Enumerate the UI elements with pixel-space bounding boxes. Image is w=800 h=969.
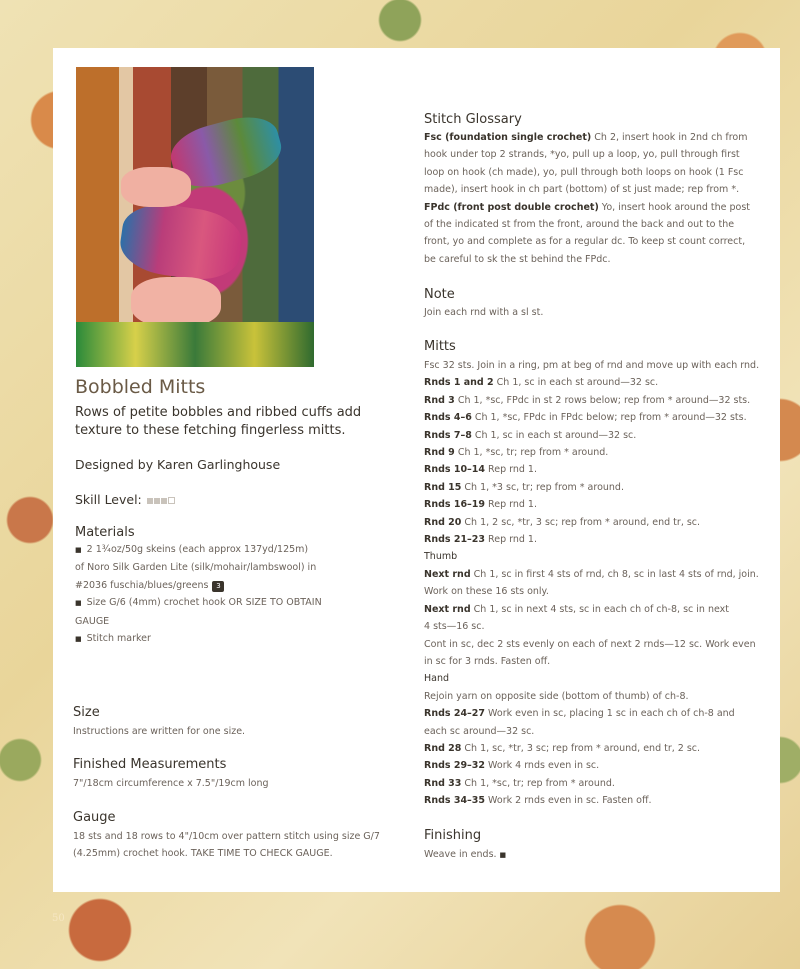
- instruction-line: [424, 496, 769, 513]
- instruction-text: made), insert hook in ch part (bottom) of st just made; rep from *.: [424, 184, 740, 196]
- instruction-text: Rep rnd 1.: [485, 464, 537, 476]
- instruction-line: [424, 461, 769, 478]
- instruction-text: Work 4 rnds even in sc.: [485, 760, 600, 772]
- materials-item-cont: GAUGE: [75, 615, 110, 627]
- mitt-bottom: [117, 199, 246, 285]
- gauge-heading: Gauge: [73, 810, 116, 825]
- designer-credit: Designed by Karen Garlinghouse: [75, 457, 281, 472]
- materials-item: ■ Size G/6 (4mm) crochet hook OR SIZE TO OBTAIN: [75, 594, 375, 612]
- instruction-text: Work even in sc, placing 1 sc in each ch of ch-8 and: [485, 708, 735, 720]
- materials-item-cont: #2036 fuschia/blues/greens 3: [75, 577, 375, 594]
- project-title: Bobbled Mitts: [75, 376, 206, 398]
- instruction-label: Next rnd: [424, 568, 471, 580]
- instruction-text: Fsc 32 sts. Join in a ring, pm at beg of rnd and move up with each rnd.: [424, 360, 760, 371]
- instruction-line: [424, 233, 764, 250]
- instruction-label: Rnds 10–14: [424, 464, 486, 476]
- materials-item: ■ Stitch marker: [75, 630, 375, 648]
- instruction-text: loop on hook (ch made), yo, pull through both loops on hook (1 Fsc: [424, 166, 744, 178]
- instruction-label: Fsc (foundation single crochet): [424, 132, 592, 143]
- instruction-text: each sc around—32 sc.: [424, 725, 535, 737]
- instruction-line: [424, 357, 769, 374]
- instruction-text: Ch 1, sc in each st around—32 sc.: [471, 429, 637, 441]
- yarn-skeins: [76, 322, 314, 367]
- instruction-text: Yo, insert hook around the post: [598, 201, 751, 213]
- instruction-label: Rnds 16–19: [424, 499, 486, 511]
- instruction-text: Rep rnd 1.: [485, 534, 537, 546]
- instruction-text: Rep rnd 1.: [485, 499, 537, 511]
- size-text: Instructions are written for one size.: [73, 726, 246, 737]
- instruction-line: [424, 775, 769, 792]
- project-subtitle: Rows of petite bobbles and ribbed cuffs add texture to these fetching fingerless mitts.: [75, 405, 362, 438]
- instruction-label: Rnds 34–35: [424, 795, 486, 807]
- instruction-line: [424, 479, 769, 496]
- note-heading: Note: [424, 287, 455, 302]
- materials-item: ■ 2 1¾oz/50g skeins (each approx 137yd/125m): [75, 541, 375, 559]
- instruction-label: Rnds 4–6: [424, 412, 472, 424]
- instruction-text: Ch 1, *3 sc, tr; rep from * around.: [461, 481, 624, 493]
- instruction-text: Rejoin yarn on opposite side (bottom of thumb) of ch-8.: [424, 690, 689, 702]
- instruction-label: Rnds 24–27: [424, 708, 486, 720]
- mitts-instructions: [424, 357, 769, 810]
- instruction-line: [424, 181, 764, 198]
- subsection-heading: Thumb: [424, 551, 458, 563]
- instruction-line: [424, 670, 769, 687]
- instruction-label: Rnds 1 and 2: [424, 377, 494, 389]
- instruction-line: [424, 427, 769, 444]
- instruction-line: [424, 216, 764, 233]
- subsection-heading: Hand: [424, 673, 450, 685]
- instruction-line: [424, 548, 769, 565]
- instruction-text: Ch 2, insert hook in 2nd ch from: [591, 132, 748, 143]
- instruction-text: Ch 1, *sc, FPdc in FPdc below; rep from * around—32 sts.: [471, 412, 747, 424]
- finishing-heading: Finishing: [424, 828, 482, 843]
- skill-level-indicator: [146, 492, 175, 507]
- materials-heading: Materials: [75, 525, 135, 540]
- instruction-line: [424, 583, 769, 600]
- skill-level: [75, 492, 175, 507]
- size-heading: Size: [73, 705, 100, 720]
- instruction-line: [424, 531, 769, 548]
- instruction-label: Rnds 29–32: [424, 760, 486, 772]
- instruction-text: hook under top 2 strands, *yo, pull up a loop, yo, pull through first: [424, 149, 740, 161]
- instruction-text: Ch 1, sc in first 4 sts of rnd, ch 8, sc in last 4 sts of rnd, join.: [470, 568, 759, 580]
- instruction-label: Rnd 3: [424, 394, 455, 406]
- instruction-line: [424, 653, 769, 670]
- instruction-text: Ch 1, *sc, FPdc in st 2 rows below; rep from * around—32 sts.: [454, 394, 751, 406]
- instruction-line: [424, 199, 764, 216]
- instruction-line: [424, 251, 764, 268]
- instruction-text: 4 sts—16 sc.: [424, 621, 485, 633]
- fingers-top: [121, 167, 191, 207]
- stitch-glossary-heading: Stitch Glossary: [424, 112, 522, 127]
- finishing-text: Weave in ends. ■: [424, 849, 507, 860]
- instruction-text: Ch 1, *sc, tr; rep from * around.: [454, 447, 609, 459]
- instruction-line: [424, 146, 764, 163]
- instruction-line: [424, 374, 769, 391]
- instruction-line: [424, 129, 764, 146]
- instruction-label: FPdc (front post double crochet): [424, 201, 599, 213]
- instruction-label: Next rnd: [424, 603, 471, 615]
- page-number: 50: [52, 913, 65, 924]
- materials-list: [75, 541, 375, 648]
- instruction-line: [424, 636, 769, 653]
- materials-item-cont: of Noro Silk Garden Lite (silk/mohair/lambswool) in: [75, 562, 317, 574]
- instruction-text: Cont in sc, dec 2 sts evenly on each of next 2 rnds—12 sc. Work even: [424, 638, 756, 650]
- gauge-text: 18 sts and 18 rows to 4"/10cm over pattern stitch using size G/7 (4.25mm) crochet hook. TAKE TIME TO CHECK GAUGE.: [73, 831, 380, 860]
- instruction-line: [424, 688, 769, 705]
- yarn-weight-icon: 3: [212, 581, 224, 592]
- instruction-label: Rnds 21–23: [424, 534, 486, 546]
- stitch-glossary-text: [424, 129, 764, 268]
- instruction-label: Rnd 20: [424, 516, 462, 528]
- mitts-photo: [76, 67, 314, 367]
- end-mark-icon: ■: [499, 851, 507, 859]
- instruction-line: [424, 601, 769, 618]
- instruction-text: in sc for 3 rnds. Fasten off.: [424, 655, 551, 667]
- instruction-label: Rnds 7–8: [424, 429, 472, 441]
- instruction-text: Ch 1, sc in each st around—32 sc.: [493, 377, 659, 389]
- instruction-line: [424, 757, 769, 774]
- mitts-heading: Mitts: [424, 339, 456, 354]
- instruction-text: Ch 1, 2 sc, *tr, 3 sc; rep from * around, end tr, sc.: [461, 516, 701, 528]
- finished-measurements-text: 7"/18cm circumference x 7.5"/19cm long: [73, 778, 269, 789]
- instruction-text: Ch 1, sc in next 4 sts, sc in each ch of ch-8, sc in next: [470, 603, 729, 615]
- instruction-line: [424, 792, 769, 809]
- instruction-text: Work on these 16 sts only.: [424, 586, 549, 598]
- instruction-label: Rnd 9: [424, 447, 455, 459]
- instruction-text: of the indicated st from the front, around the back and out to the: [424, 219, 735, 231]
- fingers-bottom: [131, 277, 221, 327]
- instruction-label: Rnd 28: [424, 742, 462, 754]
- skill-level-label: Skill Level:: [75, 492, 142, 507]
- instruction-line: [424, 705, 769, 722]
- instruction-text: Ch 1, *sc, tr; rep from * around.: [461, 777, 615, 789]
- note-text: Join each rnd with a sl st.: [424, 307, 544, 318]
- instruction-text: Work 2 rnds even in sc. Fasten off.: [485, 795, 652, 807]
- instruction-line: [424, 514, 769, 531]
- instruction-label: Rnd 15: [424, 481, 462, 493]
- instruction-line: [424, 392, 769, 409]
- finished-measurements-heading: Finished Measurements: [73, 757, 227, 772]
- instruction-line: [424, 618, 769, 635]
- instruction-text: Ch 1, sc, *tr, 3 sc; rep from * around, end tr, 2 sc.: [461, 742, 701, 754]
- instruction-line: [424, 740, 769, 757]
- instruction-line: [424, 444, 769, 461]
- instruction-line: [424, 409, 769, 426]
- instruction-line: [424, 566, 769, 583]
- instruction-label: Rnd 33: [424, 777, 462, 789]
- instruction-line: [424, 164, 764, 181]
- instruction-text: be careful to sk the st behind the FPdc.: [424, 253, 611, 265]
- instruction-text: front, yo and complete as for a regular dc. To keep st count correct,: [424, 236, 746, 248]
- instruction-line: [424, 723, 769, 740]
